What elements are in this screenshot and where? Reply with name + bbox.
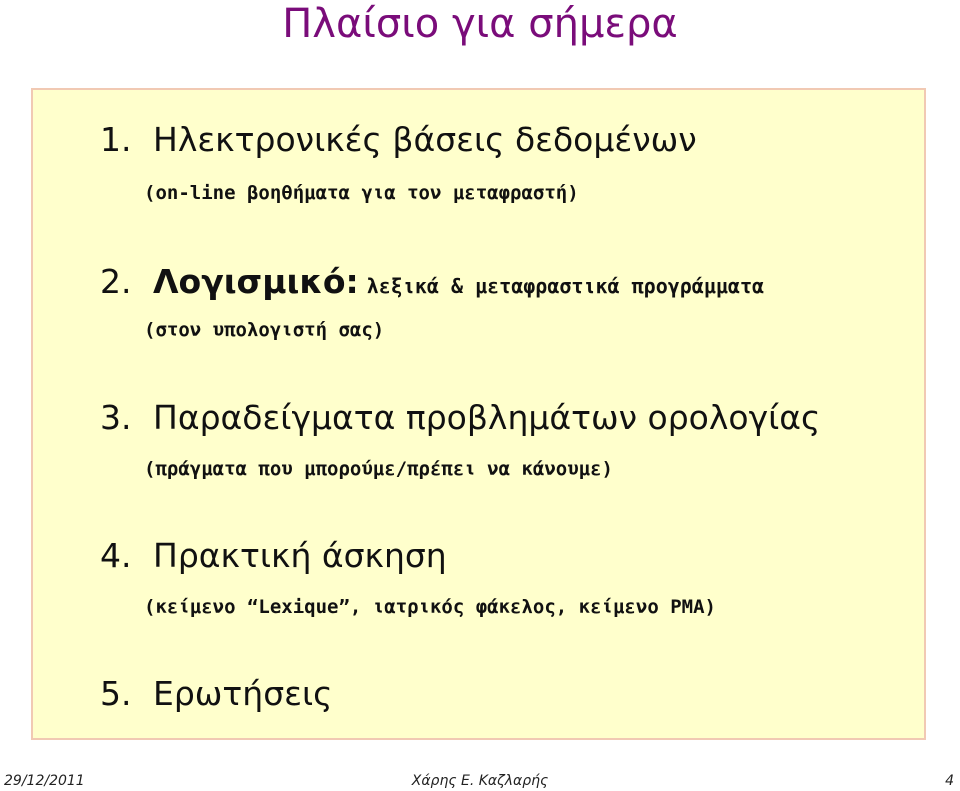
- agenda-item-heading: Παραδείγματα προβλημάτων ορολογίας: [153, 398, 821, 437]
- agenda-item-number: 3.: [100, 398, 132, 437]
- agenda-item-number: 5.: [100, 674, 132, 713]
- agenda-item-heading: Ηλεκτρονικές βάσεις δεδομένων: [153, 120, 697, 159]
- agenda-item-note: (πράγματα που μπορούμε/πρέπει να κάνουμε): [144, 458, 613, 480]
- slide-title: Πλαίσιο για σήμερα: [282, 1, 678, 47]
- agenda-item-note: (κείμενο “Lexique”, ιατρικός φάκελος, κείμενο PMA): [144, 596, 716, 618]
- agenda-item-number: 4.: [100, 536, 132, 575]
- agenda-item-number: 2.: [100, 262, 132, 301]
- footer-page-number: 4: [945, 773, 954, 789]
- agenda-item-1: [100, 120, 697, 160]
- agenda-item-heading: Ερωτήσεις: [153, 674, 333, 713]
- agenda-item-heading: Πρακτική άσκηση: [153, 536, 447, 575]
- footer-date: 29/12/2011: [4, 773, 85, 789]
- agenda-item-note: (on-line βοηθήματα για τον μεταφραστή): [144, 182, 579, 204]
- agenda-item-2: [100, 262, 764, 306]
- agenda-item-5: [100, 674, 333, 714]
- agenda-item-note: (στον υπολογιστή σας): [144, 319, 385, 341]
- agenda-item-number: 1.: [100, 120, 132, 159]
- agenda-item-heading: Λογισμικό:: [153, 262, 359, 301]
- footer-author: Χάρης Ε. Καζλαρής: [411, 773, 549, 789]
- agenda-item-4: [100, 536, 447, 576]
- agenda-item-3: [100, 398, 820, 438]
- agenda-item-heading-extra: λεξικά & μεταφραστικά προγράμματα: [366, 274, 765, 298]
